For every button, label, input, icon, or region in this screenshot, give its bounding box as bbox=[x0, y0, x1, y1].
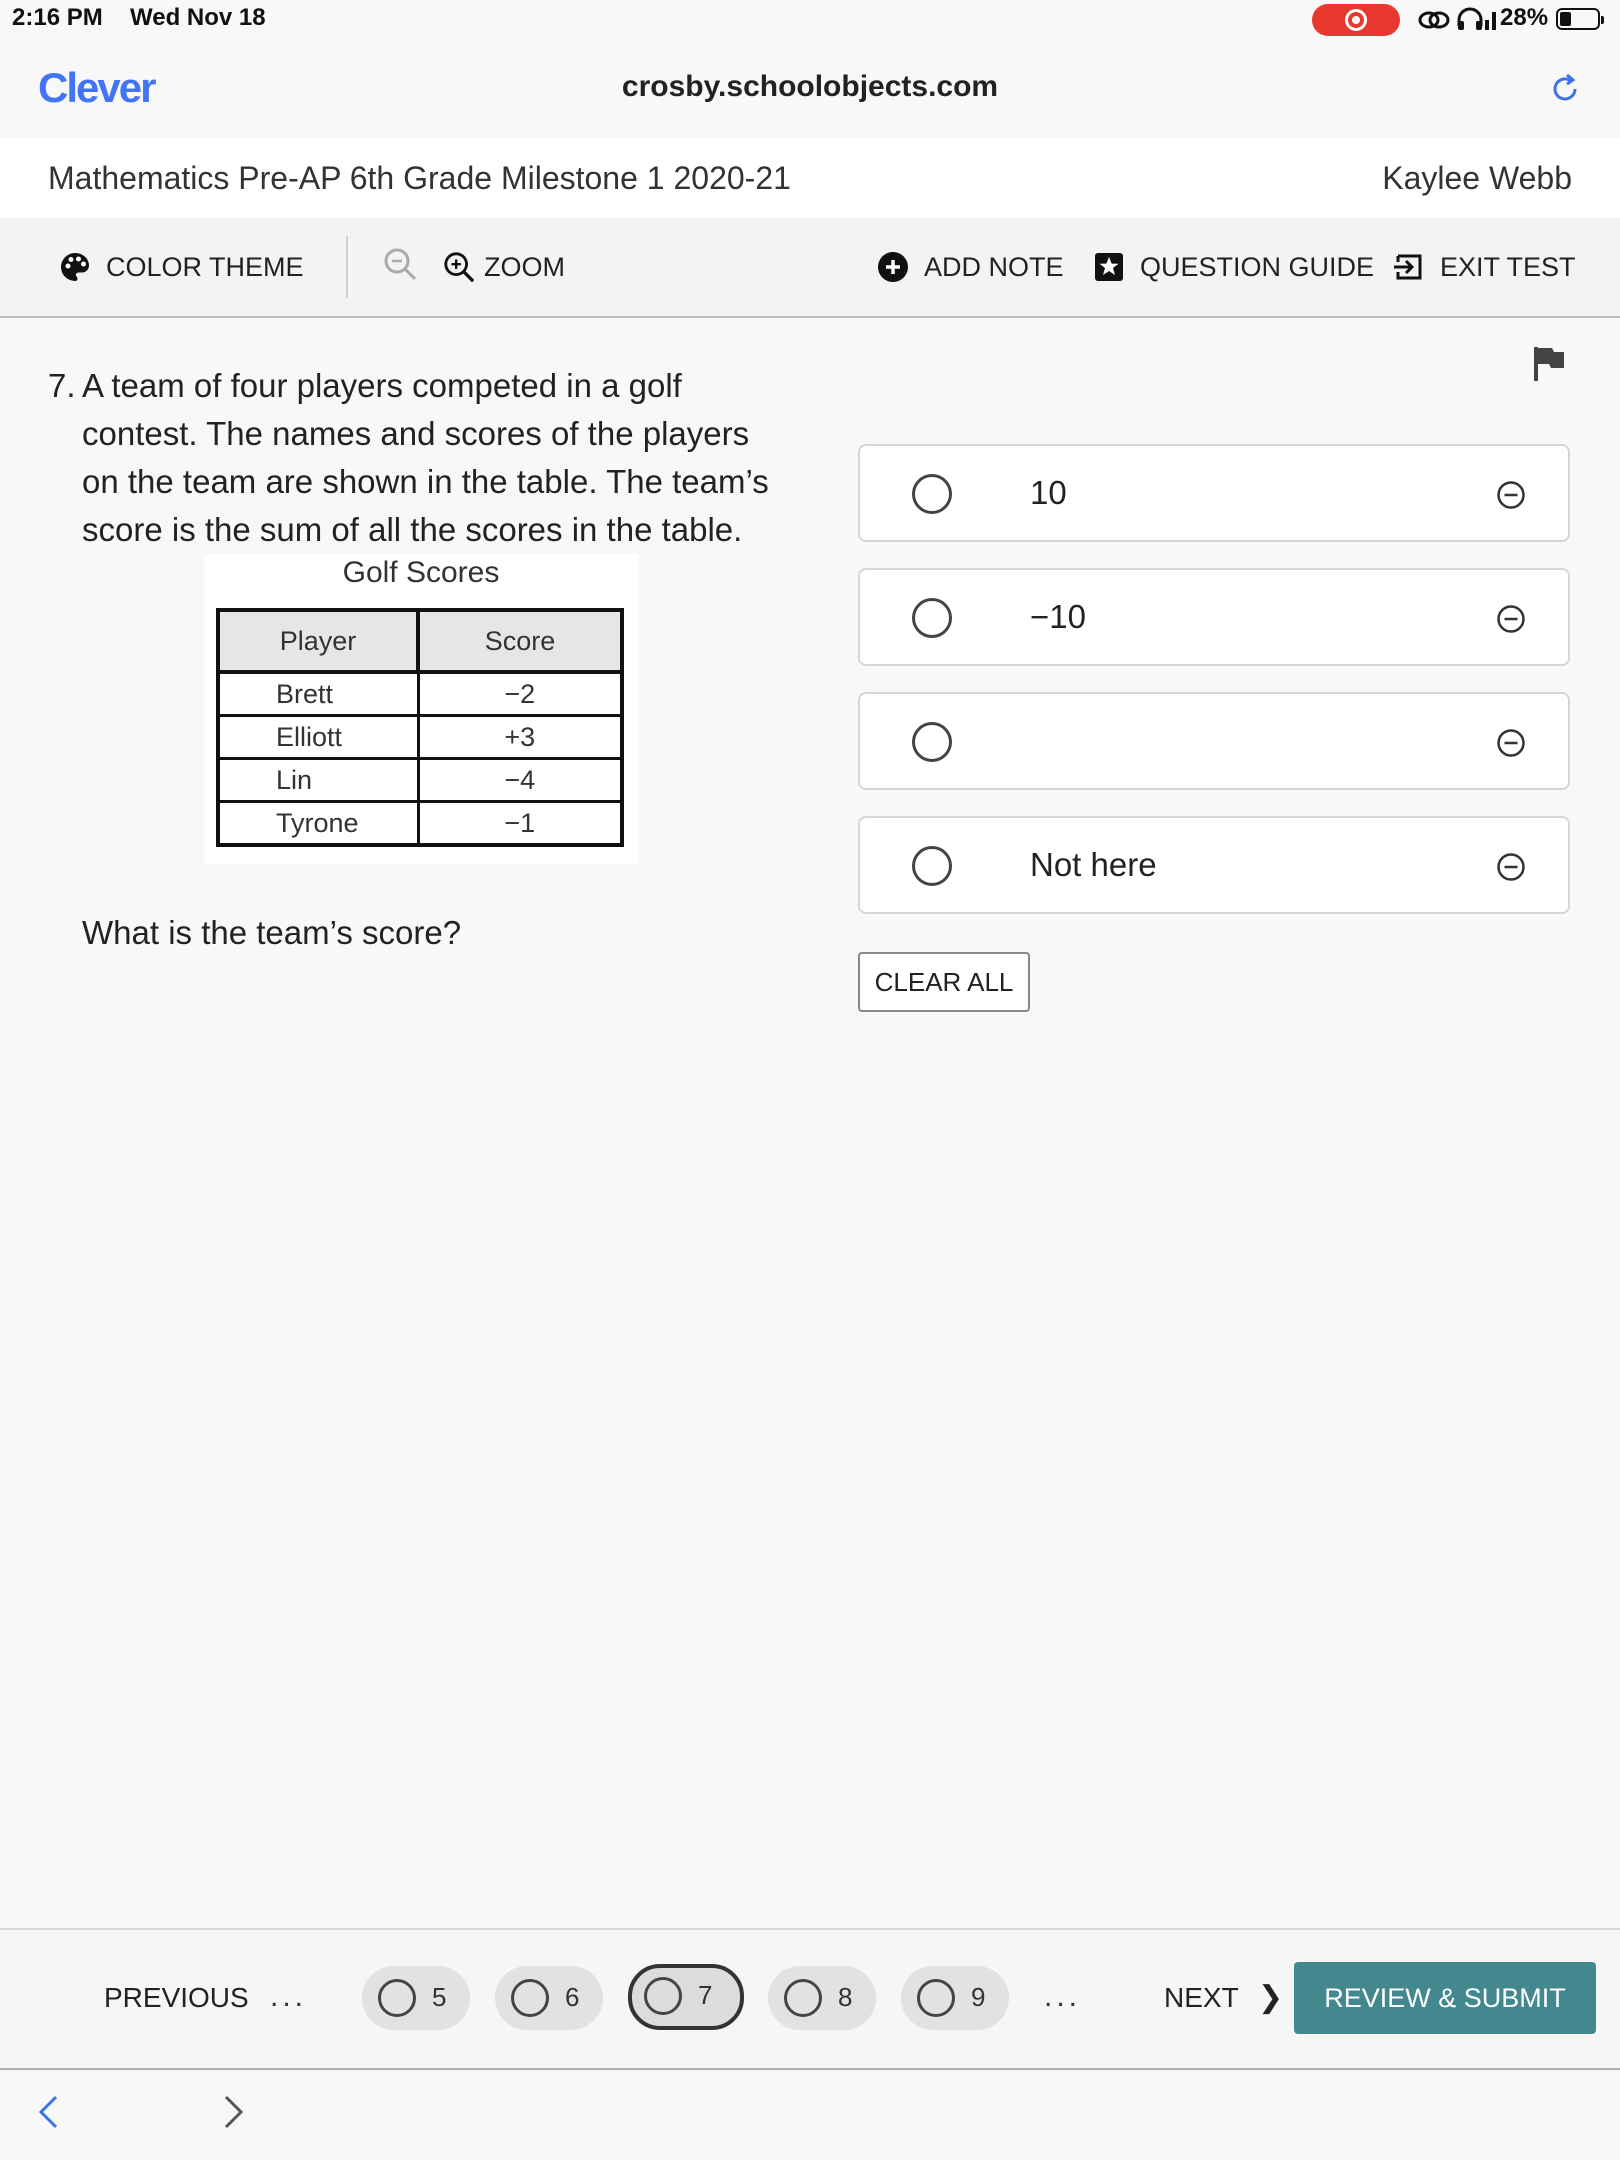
palette-icon bbox=[58, 250, 92, 284]
question-text: A team of four players competed in a golf contest. The names and scores of the players on the team are shown in the table. The team’s score is the sum of all the scores in the table. bbox=[82, 367, 769, 548]
screen-record-indicator[interactable] bbox=[1312, 4, 1400, 36]
status-date: Wed Nov 18 bbox=[130, 4, 266, 31]
question-pill-6[interactable] bbox=[495, 1966, 603, 2030]
table-row bbox=[218, 802, 622, 846]
exit-icon bbox=[1392, 250, 1426, 284]
question-status-icon bbox=[784, 1979, 822, 2017]
exit-test-button[interactable] bbox=[1392, 250, 1576, 284]
flag-icon[interactable] bbox=[1532, 345, 1566, 383]
question-pill-8[interactable] bbox=[768, 1966, 876, 2030]
ellipsis-right[interactable]: ... bbox=[1044, 1980, 1082, 2013]
player-cell: Lin bbox=[218, 759, 418, 802]
table-title: Golf Scores bbox=[342, 556, 500, 589]
zoom-out-icon[interactable] bbox=[382, 246, 418, 282]
question-number-label: 6 bbox=[565, 1982, 580, 2012]
radio-button[interactable] bbox=[912, 474, 952, 514]
test-title: Mathematics Pre-AP 6th Grade Milestone 1 2020-21 bbox=[48, 160, 791, 196]
score-cell: −4 bbox=[418, 759, 622, 802]
answer-option-a[interactable] bbox=[858, 444, 1570, 542]
status-time: 2:16 PM bbox=[12, 4, 103, 31]
answer-option-b[interactable] bbox=[858, 568, 1570, 666]
question-pill-9[interactable] bbox=[901, 1966, 1009, 2030]
question-status-icon bbox=[644, 1977, 682, 2015]
radio-button[interactable] bbox=[912, 722, 952, 762]
previous-button[interactable]: PREVIOUS bbox=[104, 1982, 249, 2013]
zoom-in-icon bbox=[442, 250, 476, 284]
zoom-in-button[interactable] bbox=[442, 250, 565, 284]
clever-logo[interactable]: Clever bbox=[38, 64, 155, 111]
answer-option-c[interactable] bbox=[858, 692, 1570, 790]
radio-button[interactable] bbox=[912, 846, 952, 886]
column-header-score: Score bbox=[418, 610, 622, 672]
player-cell: Elliott bbox=[218, 716, 418, 759]
eliminate-icon[interactable] bbox=[1496, 480, 1526, 510]
score-cell: +3 bbox=[418, 716, 622, 759]
question-number-label: 7 bbox=[698, 1980, 713, 2010]
answer-text: Not here bbox=[1030, 846, 1157, 883]
link-icon bbox=[1418, 9, 1450, 31]
table-row bbox=[218, 716, 622, 759]
question-guide-icon bbox=[1092, 250, 1126, 284]
answer-text: −10 bbox=[1030, 598, 1086, 635]
student-name: Kaylee Webb bbox=[1382, 160, 1572, 196]
golf-scores-table bbox=[216, 608, 624, 847]
review-submit-button[interactable]: REVIEW & SUBMIT bbox=[1294, 1962, 1596, 2034]
table-header-row bbox=[218, 610, 622, 672]
next-chevron-icon[interactable]: ❯ bbox=[1258, 1981, 1284, 2014]
clear-all-button[interactable]: CLEAR ALL bbox=[858, 952, 1030, 1012]
eliminate-icon[interactable] bbox=[1496, 852, 1526, 882]
player-cell: Tyrone bbox=[218, 802, 418, 846]
battery-percentage: 28% bbox=[1500, 4, 1549, 31]
browser-forward-icon[interactable] bbox=[220, 2094, 246, 2130]
question-status-icon bbox=[511, 1979, 549, 2017]
color-theme-label: COLOR THEME bbox=[106, 251, 304, 282]
score-cell: −1 bbox=[418, 802, 622, 846]
question-guide-label: QUESTION GUIDE bbox=[1140, 251, 1375, 282]
question-number-label: 5 bbox=[432, 1982, 447, 2012]
question-status-icon bbox=[378, 1979, 416, 2017]
add-note-label: ADD NOTE bbox=[924, 251, 1064, 282]
eliminate-icon[interactable] bbox=[1496, 604, 1526, 634]
answer-option-d[interactable] bbox=[858, 816, 1570, 914]
headphones-icon bbox=[1456, 6, 1484, 32]
question-guide-button[interactable] bbox=[1092, 250, 1374, 284]
browser-back-icon[interactable] bbox=[36, 2094, 62, 2130]
record-icon bbox=[1345, 9, 1367, 31]
reload-icon[interactable] bbox=[1548, 72, 1582, 106]
question-number: 7. bbox=[48, 367, 76, 404]
question-number-label: 8 bbox=[838, 1982, 853, 2012]
radio-button[interactable] bbox=[912, 598, 952, 638]
table-row bbox=[218, 672, 622, 716]
column-header-player: Player bbox=[218, 610, 418, 672]
zoom-label: ZOOM bbox=[484, 251, 565, 282]
answer-text: 10 bbox=[1030, 474, 1067, 511]
signal-icon bbox=[1484, 8, 1498, 30]
score-cell: −2 bbox=[418, 672, 622, 716]
question-pill-7-current[interactable] bbox=[628, 1964, 744, 2030]
next-button[interactable]: NEXT bbox=[1164, 1982, 1239, 2013]
battery-icon bbox=[1556, 8, 1600, 30]
exit-test-label: EXIT TEST bbox=[1440, 251, 1576, 282]
color-theme-button[interactable] bbox=[58, 250, 304, 284]
question-number-label: 9 bbox=[971, 1982, 986, 2012]
question-prompt: What is the team’s score? bbox=[82, 914, 462, 951]
question-pill-5[interactable] bbox=[362, 1966, 470, 2030]
ellipsis-left[interactable]: ... bbox=[270, 1980, 308, 2013]
question-status-icon bbox=[917, 1979, 955, 2017]
eliminate-icon[interactable] bbox=[1496, 728, 1526, 758]
player-cell: Brett bbox=[218, 672, 418, 716]
add-note-icon bbox=[876, 250, 910, 284]
toolbar-divider bbox=[346, 236, 348, 298]
table-row bbox=[218, 759, 622, 802]
url-bar[interactable]: crosby.schoolobjects.com bbox=[621, 70, 999, 103]
add-note-button[interactable] bbox=[876, 250, 1064, 284]
